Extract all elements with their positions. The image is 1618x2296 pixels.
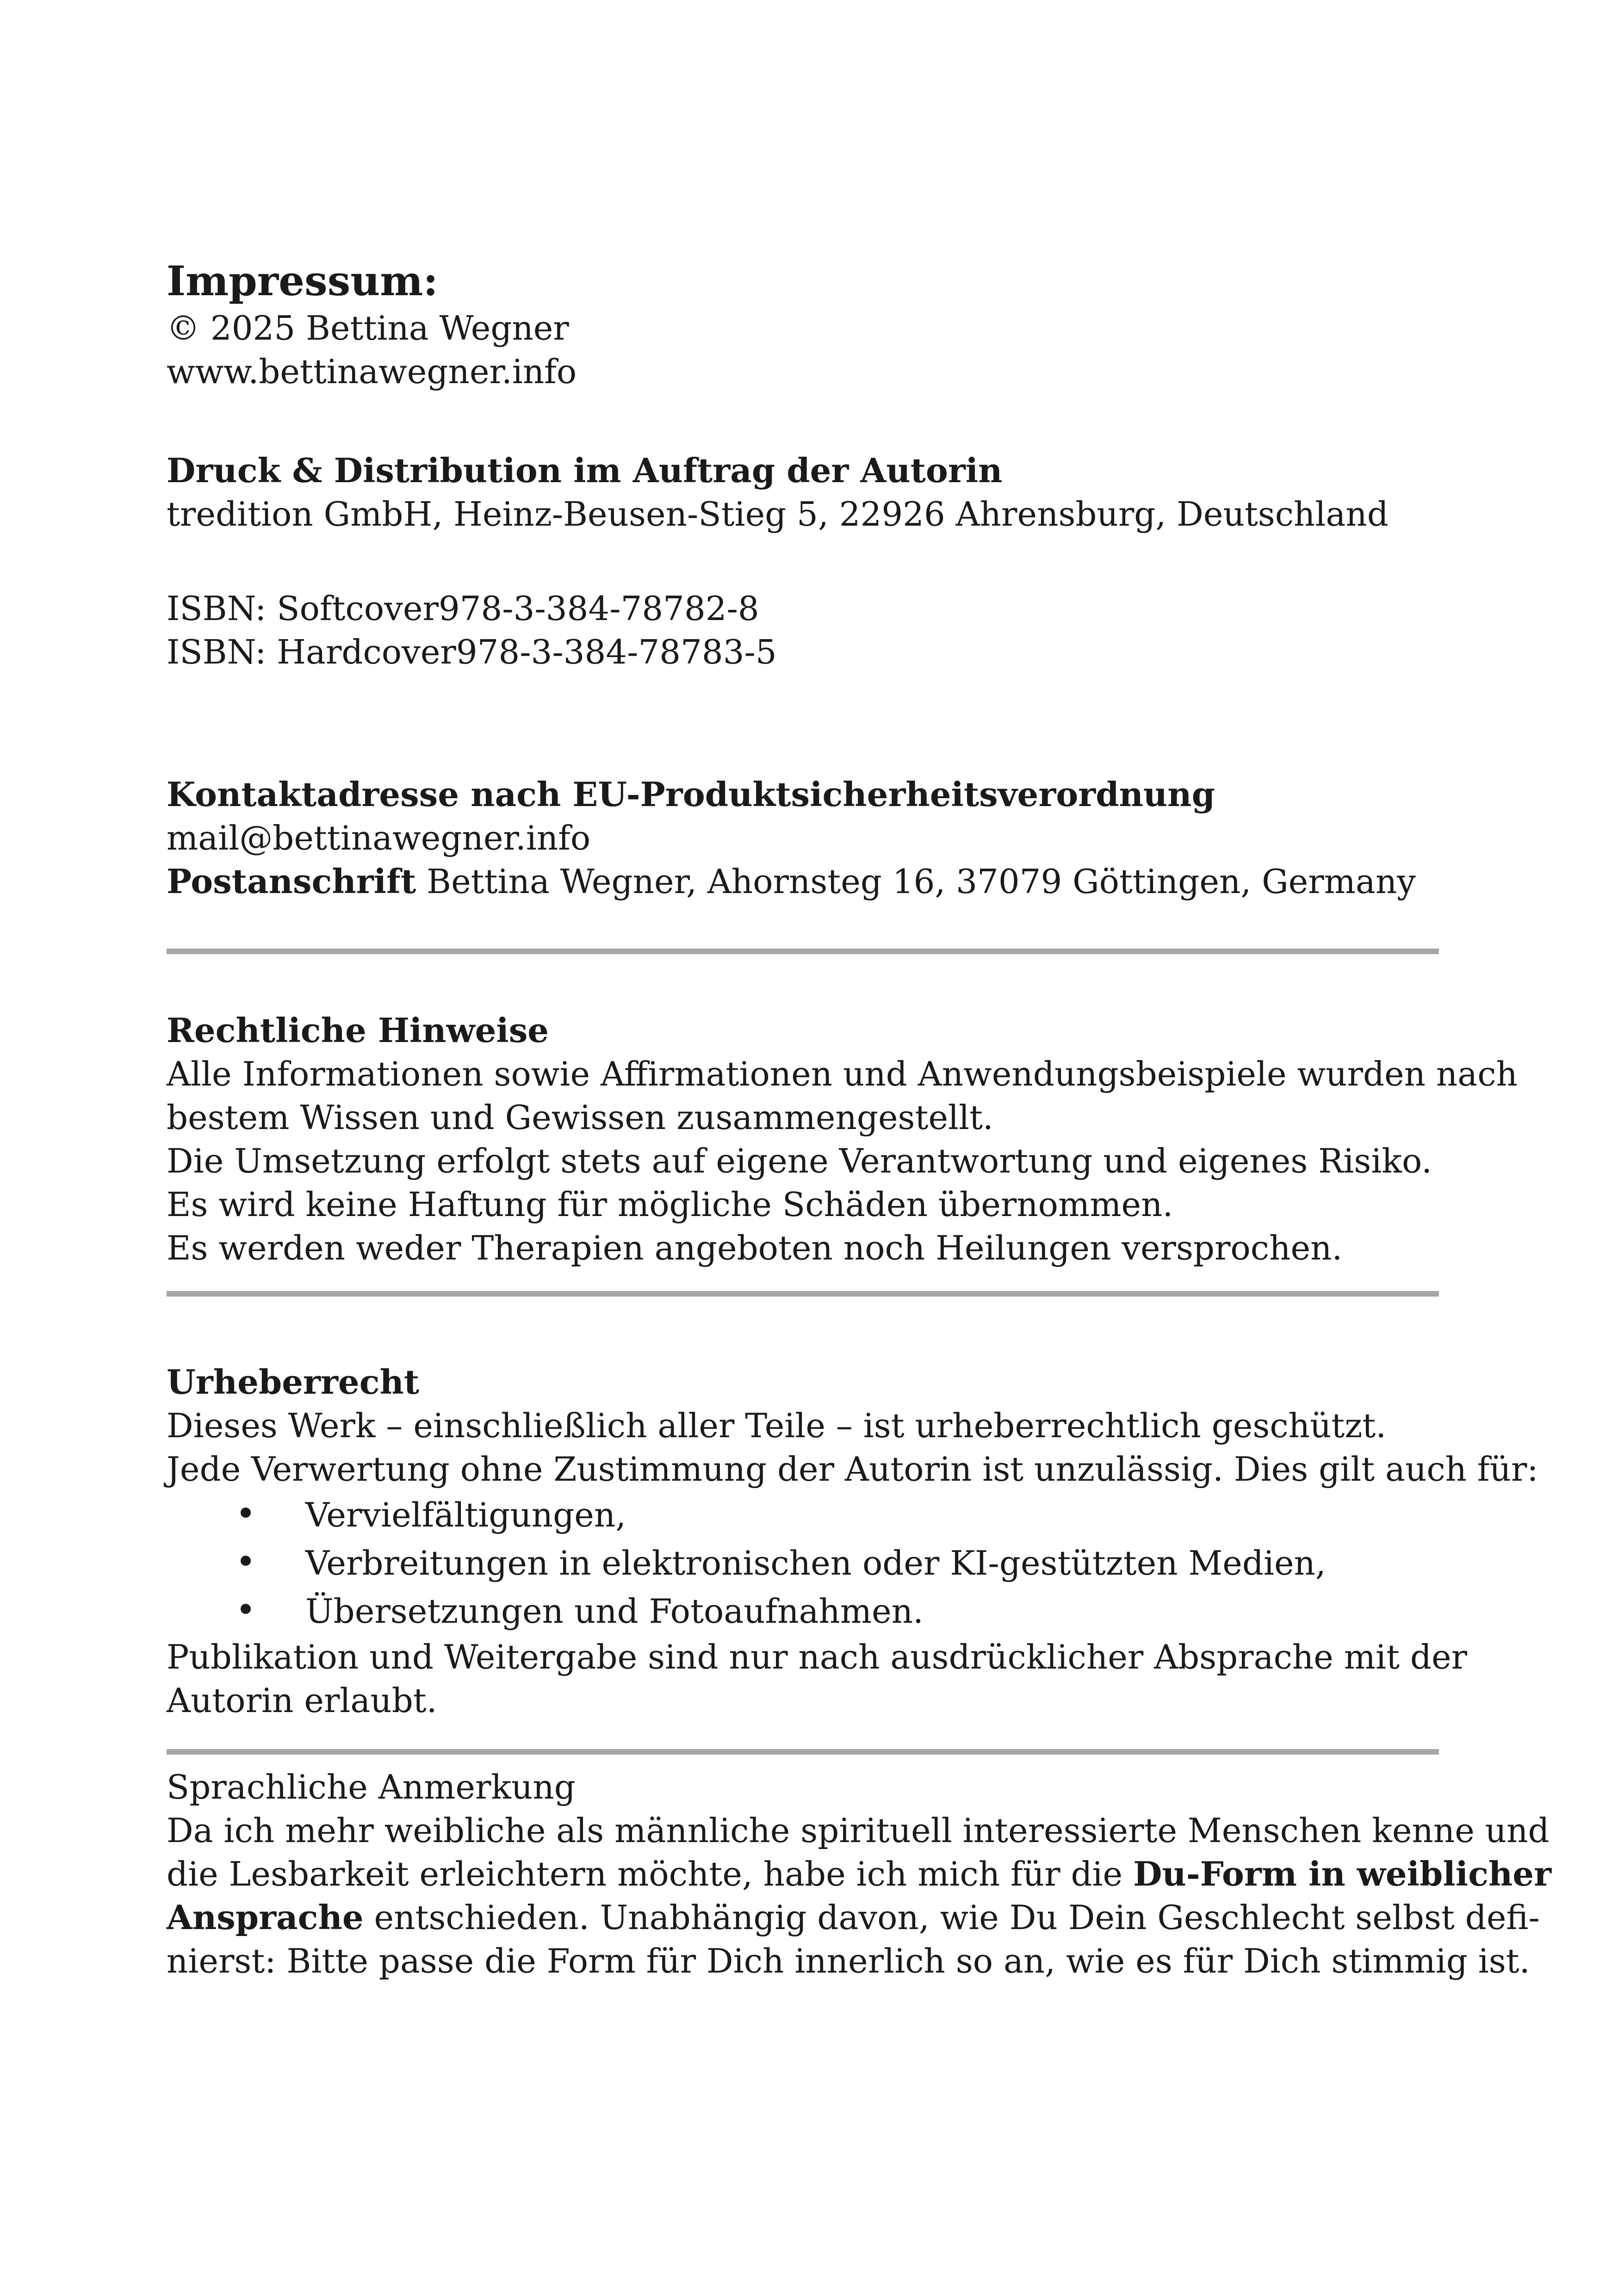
bullet-icon <box>241 1508 251 1518</box>
rechtliche-hinweise-line: Es wird keine Haftung für mögliche Schäden übernommen. <box>167 1185 1173 1224</box>
divider-3 <box>167 1749 1439 1755</box>
isbn-hardcover: ISBN: Hardcover978-3-384-78783-5 <box>167 633 777 671</box>
list-item <box>167 1491 1439 1539</box>
rechtliche-hinweise-section <box>167 1009 1518 1270</box>
copyright-line: © 2025 Bettina Wegner <box>167 309 569 348</box>
du-form-emphasis: Du-Form in weiblicher <box>1133 1854 1551 1893</box>
impressum-section <box>167 255 1439 393</box>
sprachliche-anmerkung-text: die Lesbarkeit erleichtern möchte, habe ich mich für die <box>167 1855 1134 1893</box>
sprachliche-anmerkung-heading: Sprachliche Anmerkung <box>167 1768 576 1806</box>
urheberrecht-outro-line: Autorin erlaubt. <box>167 1681 437 1720</box>
sprachliche-anmerkung-line <box>167 1852 1551 1896</box>
sprachliche-anmerkung-line: Da ich mehr weibliche als männliche spirituell interessierte Menschen kenne und <box>167 1811 1550 1850</box>
sprachliche-anmerkung-line: nierst: Bitte passe die Form für Dich innerlich so an, wie es für Dich stimmig ist. <box>167 1942 1530 1980</box>
postal-address: Bettina Wegner, Ahornsteg 16, 37079 Göttingen, Germany <box>416 862 1416 901</box>
isbn-softcover: ISBN: Softcover978-3-384-78782-8 <box>167 589 759 628</box>
druck-section <box>167 449 1439 536</box>
divider-1 <box>167 949 1439 954</box>
sprachliche-anmerkung-section <box>167 1765 1551 1983</box>
druck-heading: Druck & Distribution im Auftrag der Autorin <box>167 451 1003 490</box>
rechtliche-hinweise-line: Die Umsetzung erfolgt stets auf eigene Verantwortung und eigenes Risiko. <box>167 1142 1432 1180</box>
website-link[interactable]: www.bettinawegner.info <box>167 352 577 391</box>
rechtliche-hinweise-line: bestem Wissen und Gewissen zusammengestellt. <box>167 1098 993 1137</box>
list-item-text: Verbreitungen in elektronischen oder KI-gestützten Medien, <box>305 1544 1326 1582</box>
kontakt-heading: Kontaktadresse nach EU-Produktsicherheitsverordnung <box>167 775 1215 814</box>
urheberrecht-intro-line: Dieses Werk – einschließlich aller Teile – ist urheberrechtlich geschützt. <box>167 1406 1387 1445</box>
list-item <box>167 1539 1439 1587</box>
urheberrecht-outro-line: Publikation und Weitergabe sind nur nach ausdrücklicher Absprache mit der <box>167 1638 1468 1676</box>
ansprache-emphasis: Ansprache <box>167 1898 364 1937</box>
postal-label: Postanschrift <box>167 862 416 901</box>
urheberrecht-bullet-list <box>167 1491 1439 1635</box>
urheberrecht-intro-line: Jede Verwertung ohne Zustimmung der Autorin ist unzulässig. Dies gilt auch für: <box>167 1450 1538 1489</box>
list-item <box>167 1587 1439 1635</box>
urheberrecht-section <box>167 1360 1538 1722</box>
kontakt-section <box>167 773 1439 903</box>
druck-address: tredition GmbH, Heinz-Beusen-Stieg 5, 22926 Ahrensburg, Deutschland <box>167 495 1389 534</box>
list-item-text: Übersetzungen und Fotoaufnahmen. <box>305 1592 924 1631</box>
rechtliche-hinweise-line: Es werden weder Therapien angeboten noch Heilungen versprochen. <box>167 1229 1343 1267</box>
isbn-section <box>167 587 1439 674</box>
page <box>167 0 1551 2296</box>
rechtliche-hinweise-line: Alle Informationen sowie Affirmationen und Anwendungsbeispiele wurden nach <box>167 1055 1518 1093</box>
kontakt-email[interactable]: mail@bettinawegner.info <box>167 819 591 857</box>
bullet-icon <box>241 1556 251 1566</box>
sprachliche-anmerkung-text: entschieden. Unabhängig davon, wie Du Dein Geschlecht selbst defi- <box>363 1898 1540 1937</box>
list-item-text: Vervielfältigungen, <box>305 1496 626 1534</box>
divider-2 <box>167 1291 1439 1297</box>
sprachliche-anmerkung-line <box>167 1896 1540 1939</box>
rechtliche-hinweise-heading: Rechtliche Hinweise <box>167 1011 549 1050</box>
impressum-title: Impressum: <box>167 257 438 305</box>
postal-line <box>167 860 1439 903</box>
urheberrecht-heading: Urheberrecht <box>167 1362 420 1402</box>
bullet-icon <box>241 1604 251 1614</box>
